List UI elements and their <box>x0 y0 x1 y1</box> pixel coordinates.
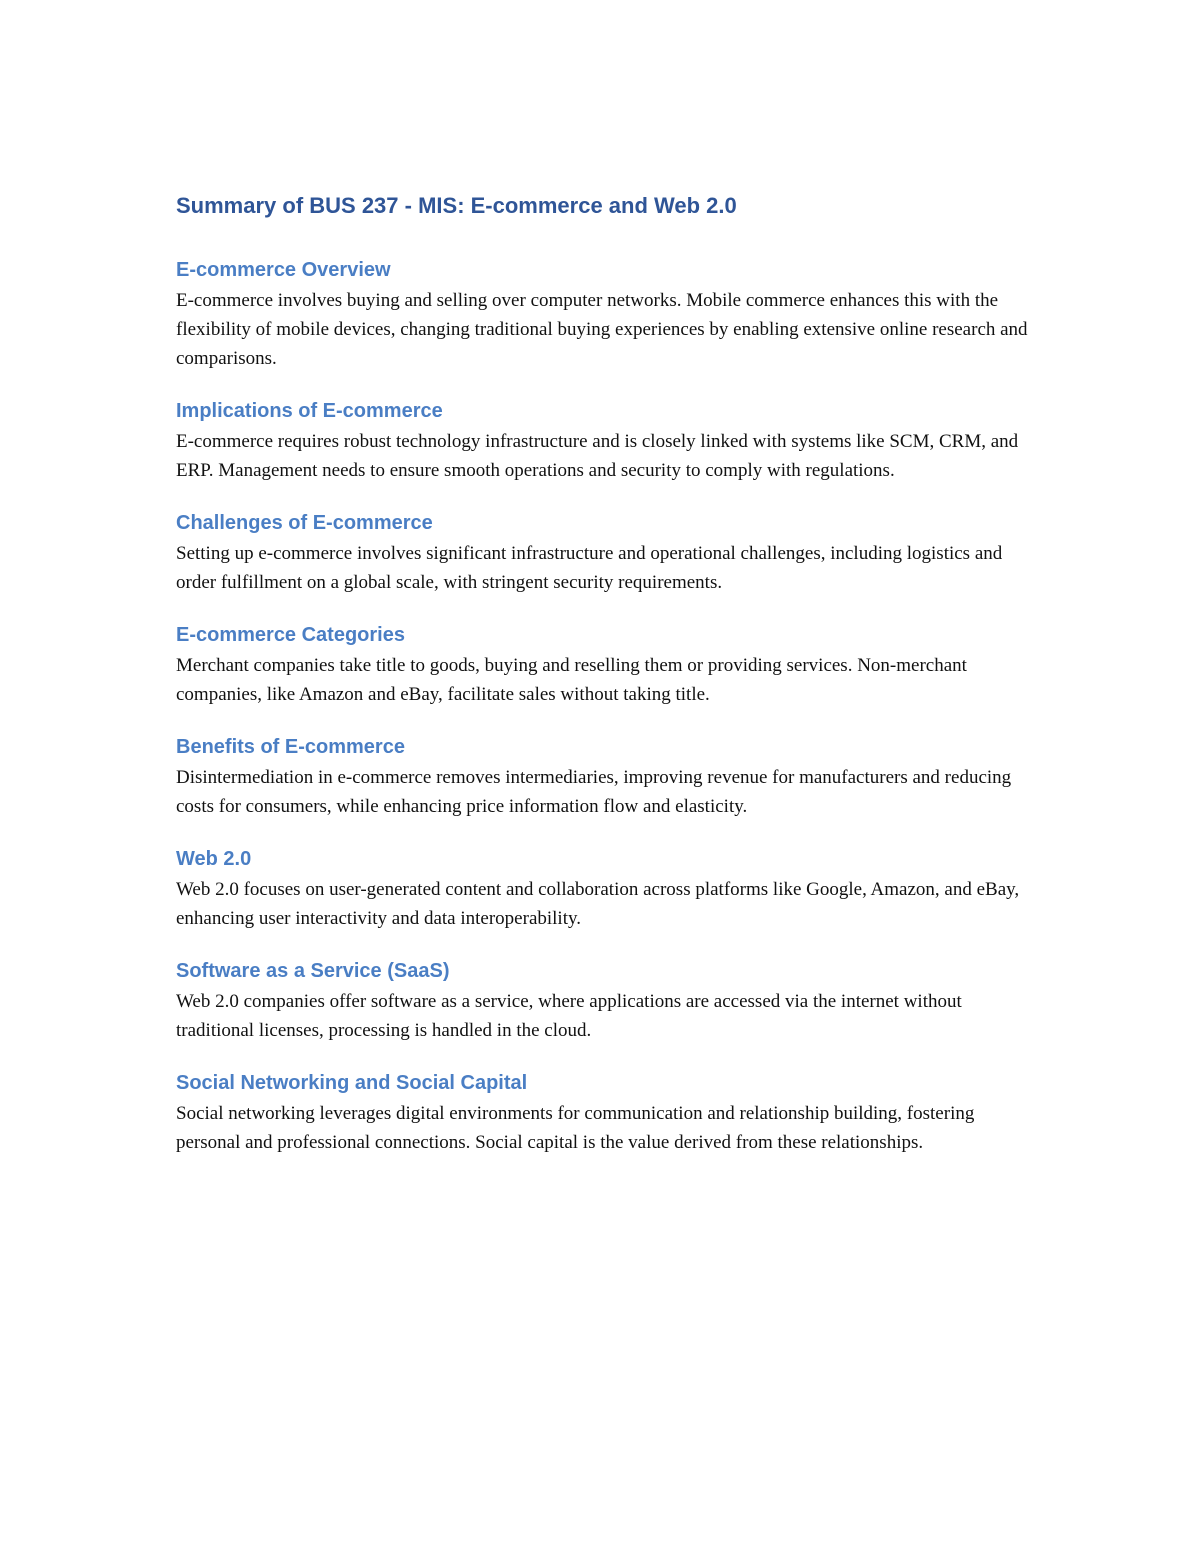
section-heading: Software as a Service (SaaS) <box>176 960 450 982</box>
section-ecommerce-overview <box>176 254 1036 373</box>
document-content <box>176 186 1036 1179</box>
section-benefits <box>176 731 1036 821</box>
section-body: Web 2.0 companies offer software as a service, where applications are accessed via the internet without traditional licenses, processing is handled in the cloud. <box>176 991 962 1041</box>
section-heading: E-commerce Categories <box>176 624 405 646</box>
section-challenges <box>176 507 1036 597</box>
section-heading: Implications of E-commerce <box>176 400 443 422</box>
section-social-networking <box>176 1067 1036 1157</box>
section-body: Disintermediation in e-commerce removes intermediaries, improving revenue for manufacturers and reducing costs for consumers, while enhancing price information flow and elasticity. <box>176 767 1012 817</box>
section-heading: Social Networking and Social Capital <box>176 1072 528 1094</box>
section-web-2-0 <box>176 843 1036 933</box>
document-title: Summary of BUS 237 - MIS: E-commerce and Web 2.0 <box>176 193 737 218</box>
section-body: E-commerce requires robust technology infrastructure and is closely linked with systems like SCM, CRM, and ERP. Management needs to ensure smooth operations and security to comply with regulations. <box>176 431 1019 481</box>
section-heading: Web 2.0 <box>176 848 252 870</box>
section-heading: Challenges of E-commerce <box>176 512 433 534</box>
section-body: Web 2.0 focuses on user-generated content and collaboration across platforms like Google, Amazon, and eBay, enhancing user interactivity and data interoperability. <box>176 879 1020 929</box>
section-heading: E-commerce Overview <box>176 259 391 281</box>
section-body: Merchant companies take title to goods, buying and reselling them or providing services. Non-merchant companies, like Amazon and eBay, facilitate sales without taking title. <box>176 655 967 705</box>
section-saas <box>176 955 1036 1045</box>
section-body: Social networking leverages digital environments for communication and relationship building, fostering personal and professional connections. Social capital is the value derived from these relationships. <box>176 1103 975 1153</box>
section-heading: Benefits of E-commerce <box>176 736 405 758</box>
section-implications <box>176 395 1036 485</box>
section-body: Setting up e-commerce involves significant infrastructure and operational challenges, including logistics and order fulfillment on a global scale, with stringent security requirements. <box>176 543 1003 593</box>
section-body: E-commerce involves buying and selling over computer networks. Mobile commerce enhances this with the flexibility of mobile devices, changing traditional buying experiences by enabling extensive online research and comparisons. <box>176 290 1028 369</box>
section-categories <box>176 619 1036 709</box>
